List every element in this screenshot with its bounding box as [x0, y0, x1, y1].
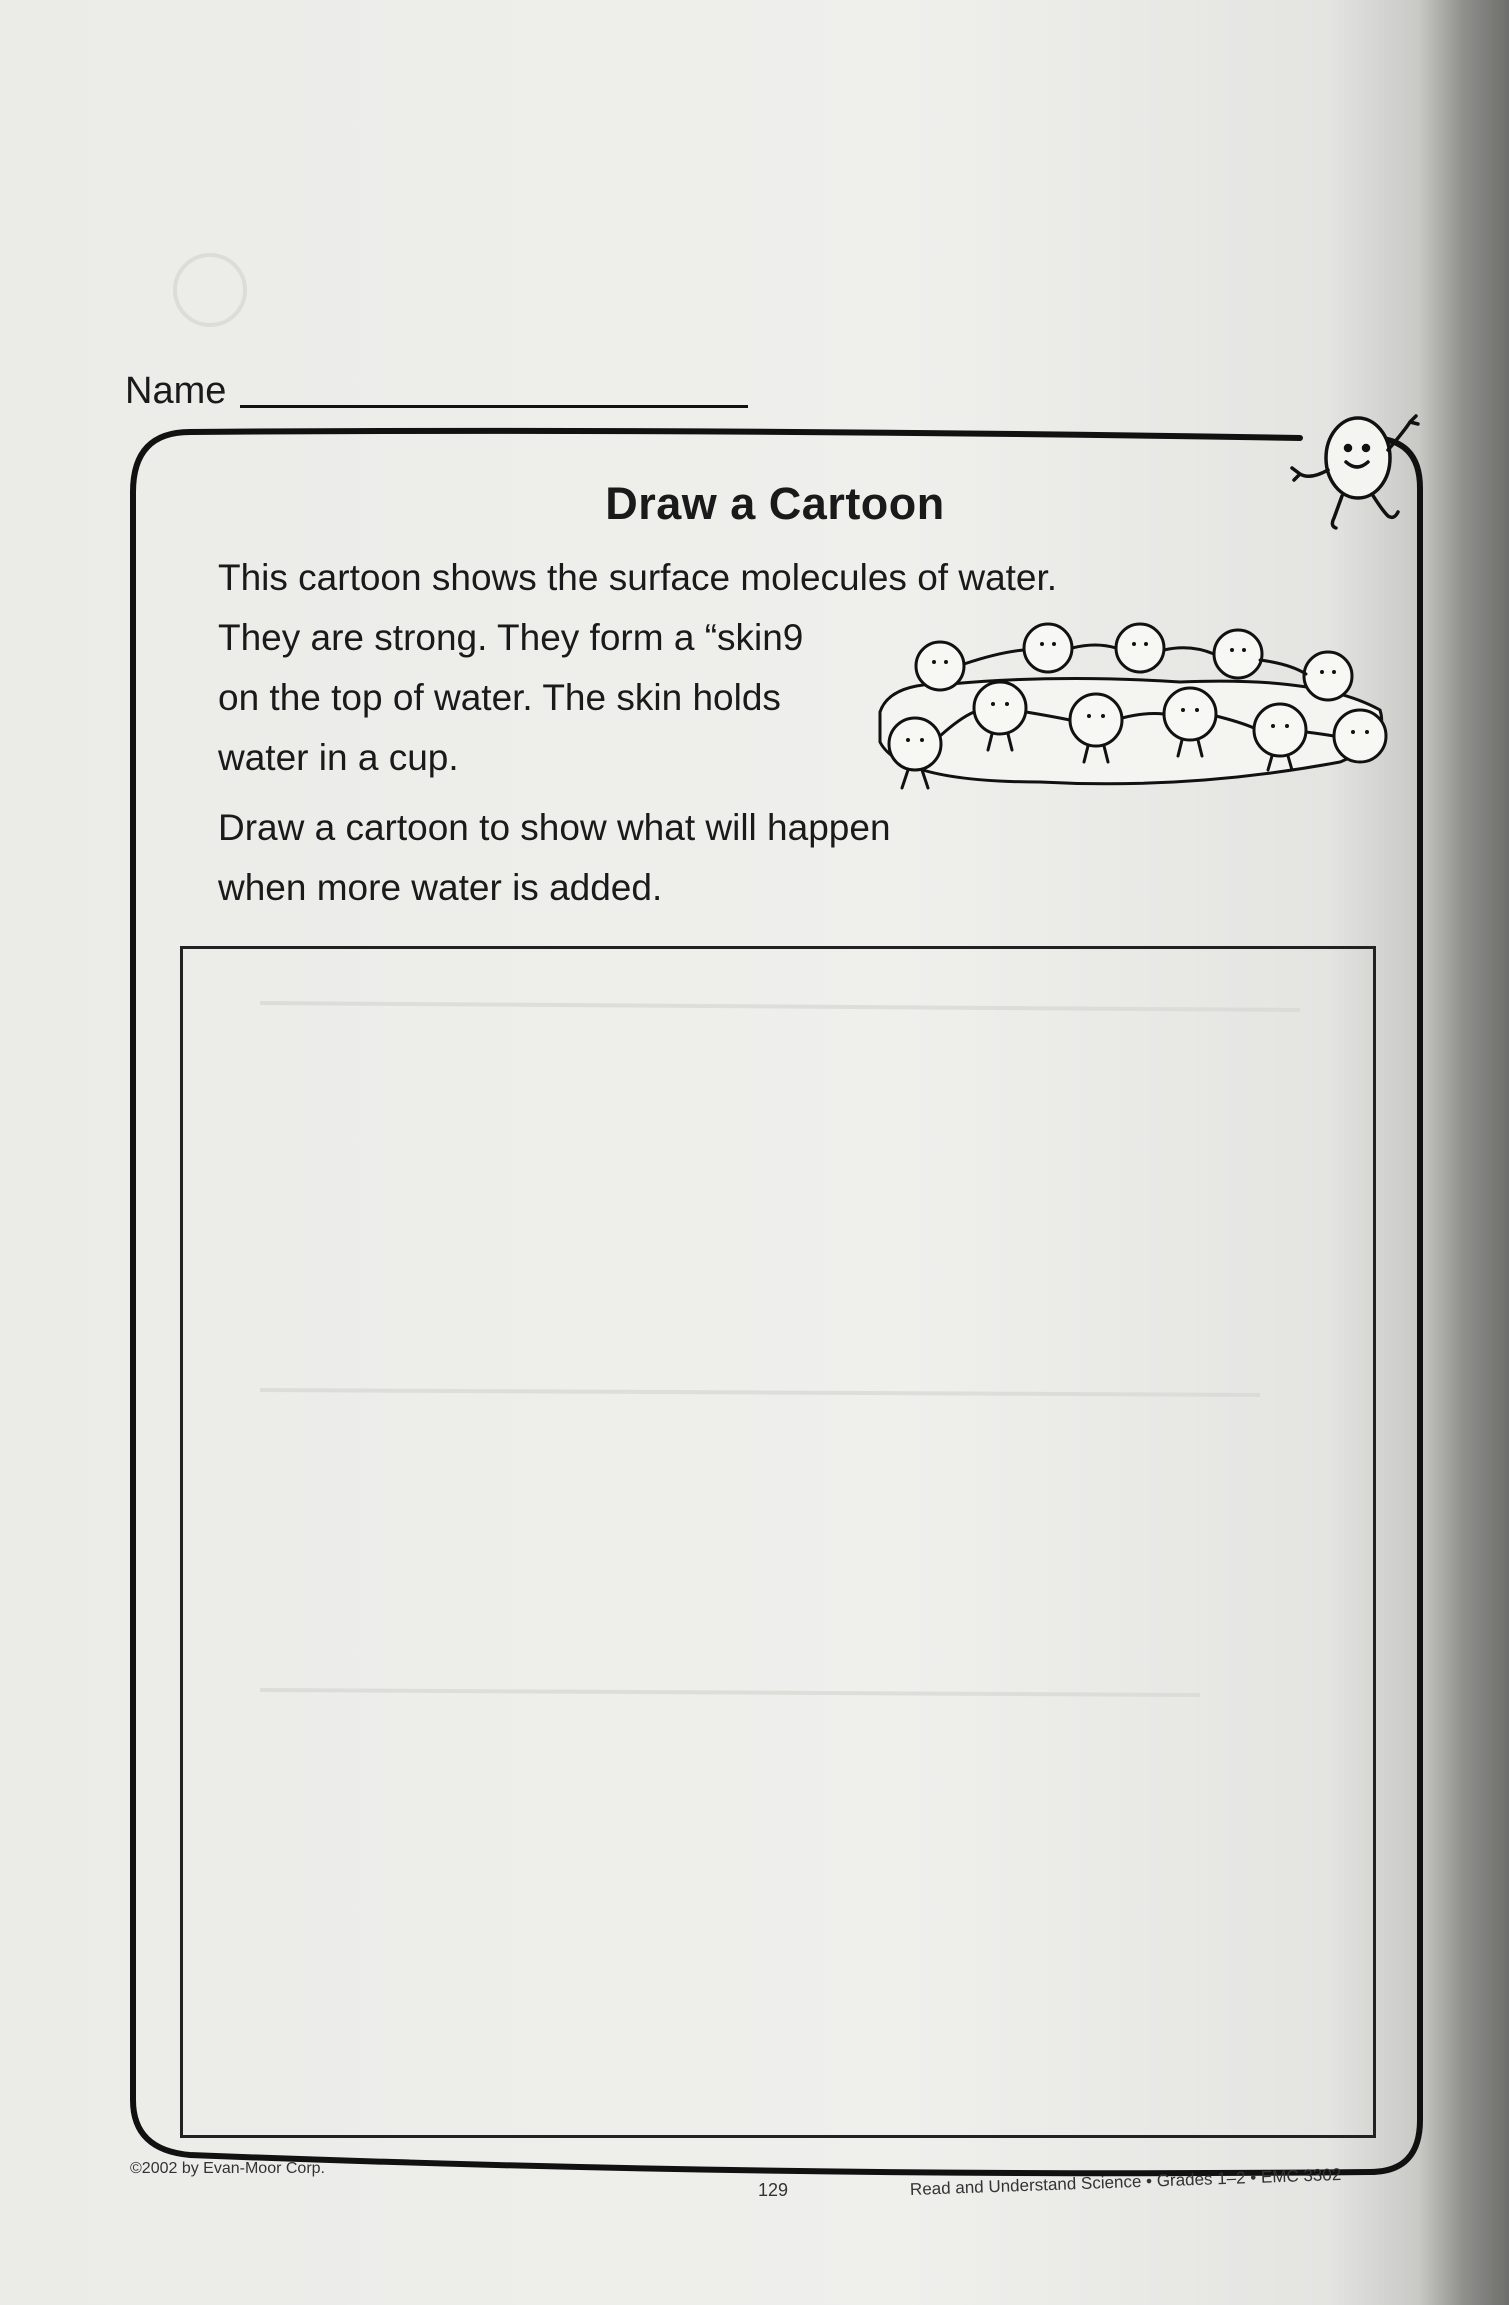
water-molecules-cartoon-icon — [860, 612, 1400, 812]
series-info: Read and Understand Science • Grades 1–2 • EMC 3302 — [909, 2164, 1342, 2199]
page-number: 129 — [758, 2180, 789, 2200]
paragraph-1-line: water in a cup. — [218, 737, 459, 778]
name-label: Name — [125, 370, 227, 412]
paragraph-2-line: Draw a cartoon to show what will happen — [218, 807, 891, 848]
paragraph-1-line: This cartoon shows the surface molecules of water. — [218, 557, 1058, 598]
worksheet-title: Draw a Cartoon — [605, 478, 945, 529]
name-field — [125, 372, 748, 410]
paragraph-1-line: They are strong. They form a “skin9 — [218, 617, 804, 658]
water-drop-character-icon — [1270, 400, 1440, 550]
instruction-paragraph-2 — [218, 798, 891, 918]
paragraph-2-line: when more water is added. — [218, 867, 663, 908]
copyright-notice: ©2002 by Evan-Moor Corp. — [130, 2160, 325, 2177]
name-blank-line — [240, 405, 748, 408]
drawing-area[interactable] — [180, 946, 1376, 2138]
paragraph-1-line: on the top of water. The skin holds — [218, 677, 781, 718]
